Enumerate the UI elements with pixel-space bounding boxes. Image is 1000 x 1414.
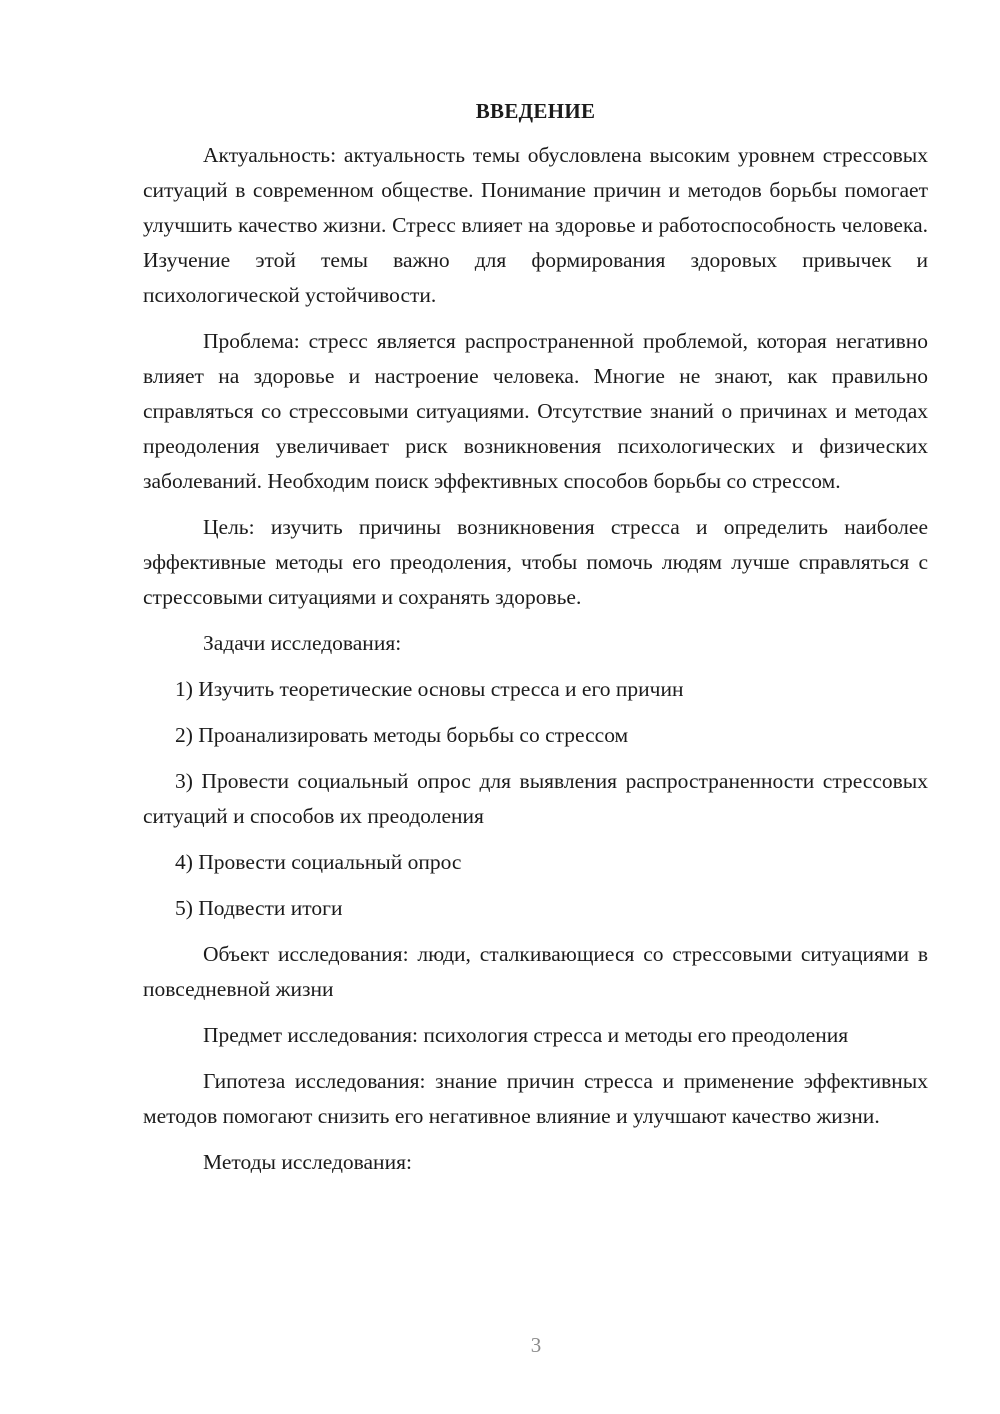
task-item: 3) Провести социальный опрос для выявления распространенности стрессовых ситуаций и способов их преодоления bbox=[143, 769, 928, 828]
paragraph-goal: Цель: изучить причины возникновения стресса и определить наиболее эффективные методы его преодоления, чтобы помочь людям лучше справляться с стрессовыми ситуациями и сохранять здоровье. bbox=[143, 515, 928, 609]
tasks-heading: Задачи исследования: bbox=[203, 631, 402, 655]
task-item: 1) Изучить теоретические основы стресса и его причин bbox=[175, 677, 684, 701]
page-number: 3 bbox=[530, 1333, 542, 1357]
paragraph-relevance: Актуальность: актуальность темы обусловлена высоким уровнем стрессовых ситуаций в современном обществе. Понимание причин и методов борьбы помогает улучшить качество жизни. Стресс влияет на здоровье и работоспособность человека. Изучение этой темы важно для формирования здоровых привычек и психологической устойчивости. bbox=[143, 143, 928, 307]
task-item: 4) Провести социальный опрос bbox=[175, 850, 462, 874]
paragraph-hypothesis: Гипотеза исследования: знание причин стресса и применение эффективных методов помогают снизить его негативное влияние и улучшают качество жизни. bbox=[143, 1069, 928, 1128]
paragraph-object: Объект исследования: люди, сталкивающиеся со стрессовыми ситуациями в повседневной жизни bbox=[143, 942, 928, 1001]
task-item: 2) Проанализировать методы борьбы со стрессом bbox=[175, 723, 629, 747]
paragraph-subject: Предмет исследования: психология стресса и методы его преодоления bbox=[203, 1023, 849, 1047]
methods-heading: Методы исследования: bbox=[203, 1150, 412, 1174]
paragraph-problem: Проблема: стресс является распространенной проблемой, которая негативно влияет на здоровье и настроение человека. Многие не знают, как правильно справляться со стрессовыми ситуациями. Отсутствие знаний о причинах и методах преодоления увеличивает риск возникновения психологических и физических заболеваний. Необходим поиск эффективных способов борьбы со стрессом. bbox=[143, 329, 928, 493]
section-title: ВВЕДЕНИЕ bbox=[475, 99, 596, 123]
page-content bbox=[143, 96, 928, 1191]
task-item: 5) Подвести итоги bbox=[175, 896, 343, 920]
